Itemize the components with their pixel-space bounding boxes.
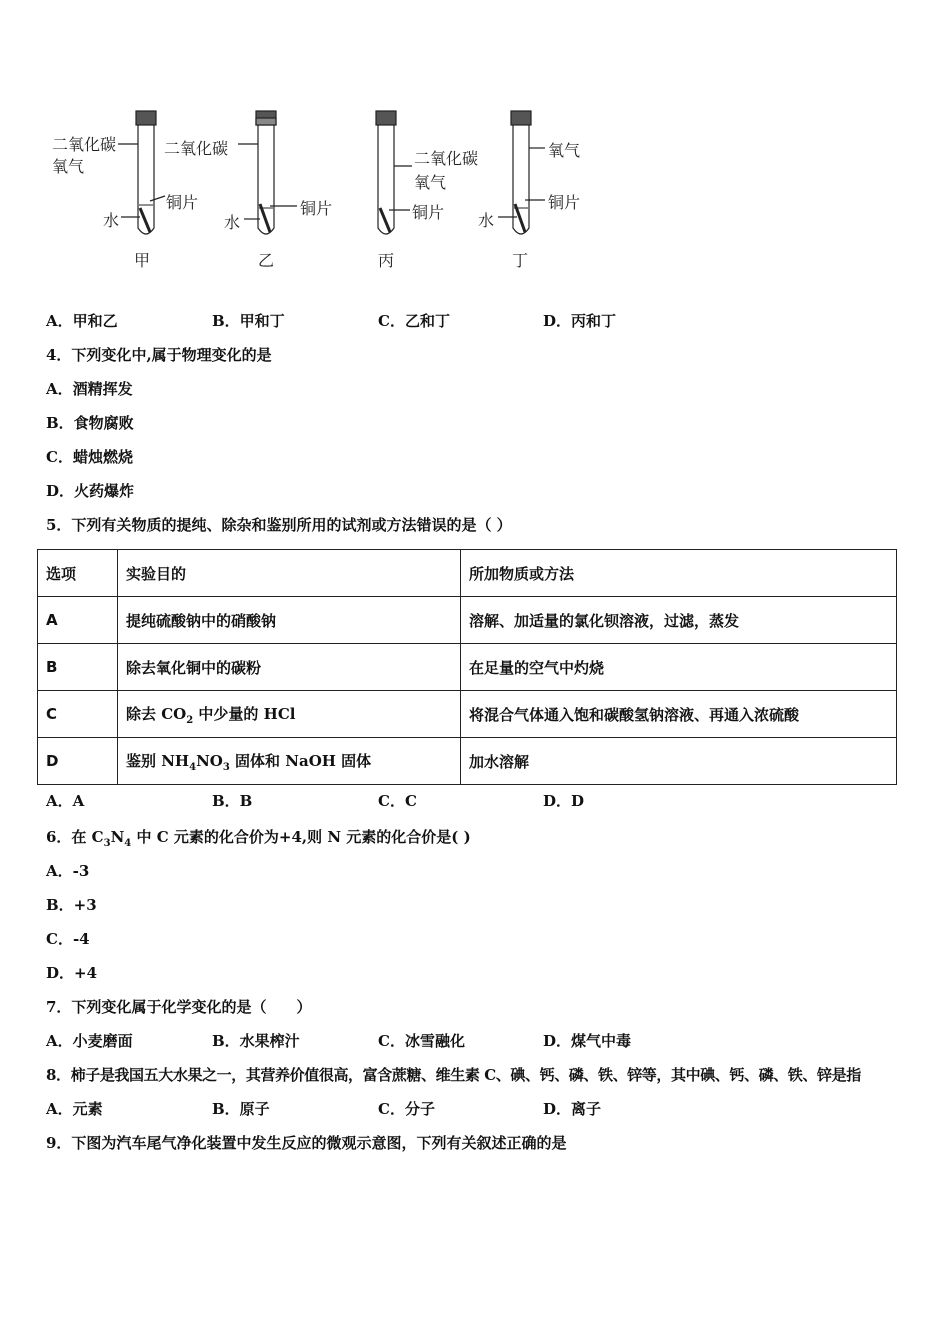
tube-ding-name: 丁: [512, 251, 529, 270]
q5-option-c[interactable]: C．C: [378, 792, 417, 810]
purpose-text: NO: [196, 751, 223, 770]
row-key: D: [38, 738, 118, 785]
row-method: 加水溶解: [461, 738, 897, 785]
row-purpose: [118, 691, 461, 738]
q4-option-a[interactable]: A．酒精挥发: [46, 380, 133, 398]
q8-option-b[interactable]: B．原子: [212, 1100, 270, 1118]
row-purpose: [118, 738, 461, 785]
q4-option-d[interactable]: D．火药爆炸: [46, 482, 135, 500]
q9-stem: 9．下图为汽车尾气净化装置中发生反应的微观示意图，下列有关叙述正确的是: [46, 1134, 567, 1152]
q6-stem-mid: N: [110, 828, 125, 846]
q4-option-b[interactable]: B．食物腐败: [46, 414, 134, 432]
test-tube-figure: [40, 100, 620, 280]
header-purpose: 实验目的: [118, 550, 461, 597]
purpose-text: 鉴别 NH: [126, 751, 190, 770]
tube-jia-label-co2: 二氧化碳: [52, 135, 117, 154]
row-purpose: 提纯硫酸钠中的硝酸钠: [118, 597, 461, 644]
tube-bing-icon: [376, 111, 412, 234]
q5-option-b[interactable]: B．B: [212, 792, 253, 810]
row-method: 在足量的空气中灼烧: [461, 644, 897, 691]
q7-option-d[interactable]: D．煤气中毒: [543, 1032, 632, 1050]
table-row: [38, 691, 897, 738]
test-tubes-drawing: [40, 100, 620, 280]
q6-option-c[interactable]: C．-4: [46, 930, 90, 948]
tube-bing-label-co2: 二氧化碳: [414, 149, 479, 168]
header-option: 选项: [38, 550, 118, 597]
table-row: [38, 597, 897, 644]
tube-jia-label-copper: 铜片: [166, 193, 199, 212]
table-header-row: [38, 550, 897, 597]
q8-option-c[interactable]: C．分子: [378, 1100, 435, 1118]
q7-stem: 7．下列变化属于化学变化的是（ ）: [46, 998, 312, 1016]
tube-bing-label-o2: 氧气: [414, 173, 447, 192]
q5-option-d[interactable]: D．D: [543, 792, 585, 810]
subscript: 4: [124, 838, 132, 849]
tube-jia-name: 甲: [134, 251, 151, 270]
q7-option-c[interactable]: C．冰雪融化: [378, 1032, 465, 1050]
tube-ding-label-water: 水: [478, 211, 495, 230]
q6-stem-post: 中 C 元素的化合价为+4,则 N 元素的化合价是( ): [131, 828, 471, 846]
q5-option-a[interactable]: A．A: [46, 792, 85, 810]
tube-bing-label-copper: 铜片: [412, 203, 445, 222]
q8-option-d[interactable]: D．离子: [543, 1100, 602, 1118]
q8-stem: 8．柿子是我国五大水果之一，其营养价值很高，富含蔗糖、维生素 C、碘、钙、磷、铁、锌等，其中碘、钙、磷、铁、锌是指: [46, 1066, 861, 1084]
purpose-text: 中少量的 HCl: [193, 704, 296, 723]
q6-option-b[interactable]: B．+3: [46, 896, 97, 914]
tube-ding-label-o2: 氧气: [548, 141, 581, 160]
tube-yi-label-copper: 铜片: [300, 199, 333, 218]
tube-yi-name: 乙: [258, 251, 275, 270]
q3-option-c[interactable]: C．乙和丁: [378, 312, 450, 330]
header-method: 所加物质或方法: [461, 550, 897, 597]
q7-option-b[interactable]: B．水果榨汁: [212, 1032, 300, 1050]
tube-yi-label-co2: 二氧化碳: [164, 139, 229, 158]
q4-option-c[interactable]: C．蜡烛燃烧: [46, 448, 133, 466]
q6-stem-pre: 6．在 C: [46, 828, 104, 846]
tube-yi-icon: [238, 111, 297, 234]
q3-option-b[interactable]: B．甲和丁: [212, 312, 285, 330]
q5-stem: 5．下列有关物质的提纯、除杂和鉴别所用的试剂或方法错误的是（ ）: [46, 516, 512, 534]
q5-table: [37, 549, 897, 785]
subscript: 3: [103, 838, 111, 849]
row-key: C: [38, 691, 118, 738]
tube-yi-label-water: 水: [224, 213, 241, 232]
row-key: A: [38, 597, 118, 644]
q6-stem: [46, 827, 471, 854]
table-row: [38, 644, 897, 691]
row-method: 溶解、加适量的氯化钡溶液，过滤，蒸发: [461, 597, 897, 644]
tube-jia-icon: [118, 111, 165, 234]
tube-bing-name: 丙: [378, 251, 395, 270]
q3-option-a[interactable]: A．甲和乙: [46, 312, 118, 330]
subscript: 3: [222, 761, 230, 773]
q6-option-a[interactable]: A．-3: [46, 862, 90, 880]
tube-jia-label-o2: 氧气: [52, 157, 85, 176]
subscript: 4: [189, 761, 197, 773]
q3-option-d[interactable]: D．丙和丁: [543, 312, 617, 330]
subscript: 2: [186, 714, 194, 726]
table-row: [38, 738, 897, 785]
tube-jia-label-water: 水: [103, 211, 120, 230]
tube-ding-icon: [498, 111, 545, 234]
row-key: B: [38, 644, 118, 691]
purpose-text: 固体和 NaOH 固体: [229, 751, 372, 770]
purpose-text: 除去 CO: [126, 704, 187, 723]
q6-option-d[interactable]: D．+4: [46, 964, 98, 982]
row-purpose: 除去氧化铜中的碳粉: [118, 644, 461, 691]
q7-option-a[interactable]: A．小麦磨面: [46, 1032, 133, 1050]
row-method: 将混合气体通入饱和碳酸氢钠溶液、再通入浓硫酸: [461, 691, 897, 738]
tube-ding-label-copper: 铜片: [548, 193, 581, 212]
q4-stem: 4．下列变化中,属于物理变化的是: [46, 346, 272, 364]
q8-option-a[interactable]: A．元素: [46, 1100, 103, 1118]
